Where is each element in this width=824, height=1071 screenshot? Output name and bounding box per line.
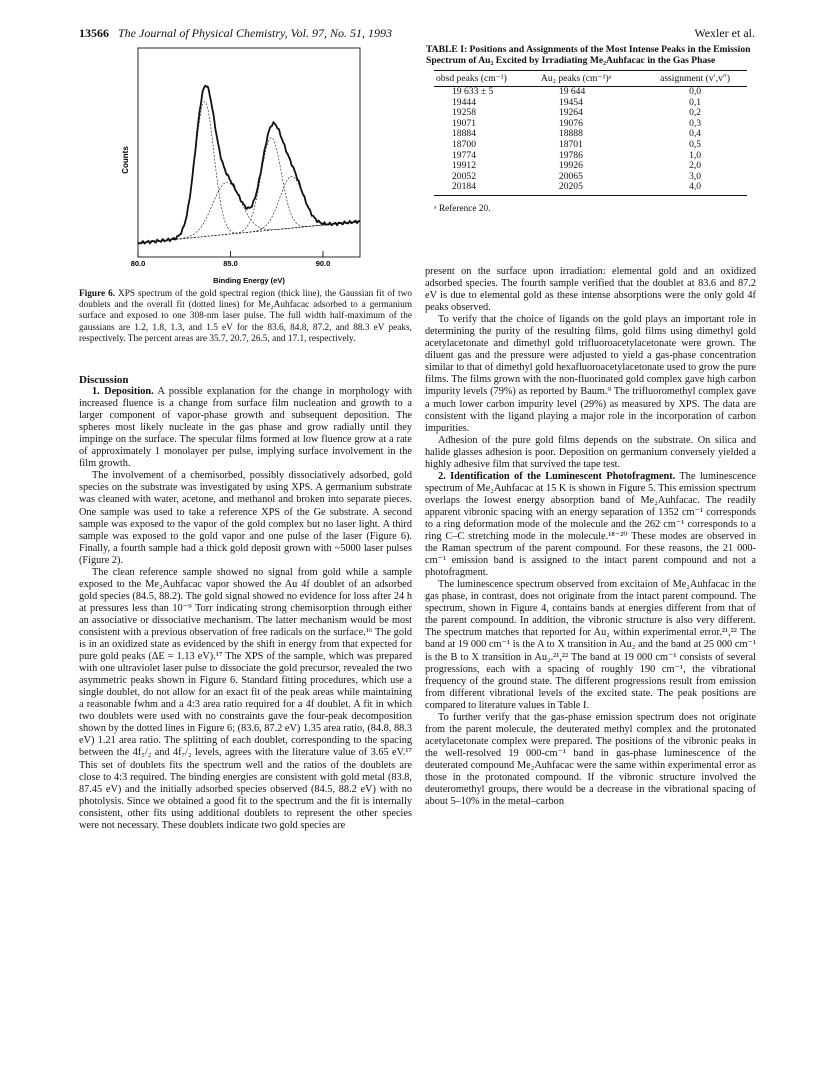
measured-spectrum-line	[138, 86, 360, 244]
cell-assignment: 0,1	[689, 96, 702, 108]
cell-au2-peak: 20065	[558, 170, 583, 182]
spectrum-curves	[138, 85, 360, 243]
cell-obsd-peak: 20184	[434, 182, 539, 195]
cell-obsd-peak: 19444	[452, 96, 476, 108]
paragraph: The luminescence spectrum observed from excitaion of Me₂Auhfacac in the gas phase, in contrast, does not originate from the intact parent compound. The spectrum, shown in Figure 4, contains bands at energies different from that of the parent compound. In addition, the vibronic structure is also very different. The spectrum matches that reported for Au₂ within experimental error.²¹,²² The band at 19 000 cm⁻¹ is the A to X transition in Au₂ and the band at 25 000 cm⁻¹ is the B to X transition in Au₂.²¹,²² The band at 19 000 cm⁻¹ consists of several progressions, each with a spacing of roughly 190 cm⁻¹, the vibrational frequency of the ground state. The different progressions result from emission from different vibrational levels of the excited state. The peak positions are compared to literature values in Table I.	[425, 579, 756, 711]
gaussian-component-1	[138, 102, 360, 243]
cell-au2-peak: 18701	[558, 138, 583, 150]
table-title-text: Positions and Assignments of the Most Intense Peaks in the Emission Spectrum of Au₂ Excited by Irradiating Me₂Auhfacac in the Gas Phase	[426, 44, 751, 66]
cell-assignment: 3,0	[689, 170, 702, 182]
section-heading-discussion: Discussion	[79, 374, 129, 386]
paragraph: Adhesion of the pure gold films depends on the substrate. On silica and halide glasses adhesion is poor. Deposition on germanium conversely yielded a highly adhesive film that survived the tape test.	[425, 434, 756, 470]
paragraph	[79, 386, 412, 470]
cell-au2-peak: 19076	[558, 117, 583, 129]
gaussian-component-2	[138, 182, 360, 243]
y-axis-label: Counts	[121, 146, 130, 174]
cell-assignment: 2,0	[689, 160, 702, 172]
column-header-assignment: assignment (v′,v″)	[643, 71, 747, 87]
cell-assignment: 0,0	[689, 86, 702, 97]
emission-peaks-table	[434, 70, 747, 196]
cell-au2-peak: 19 644	[558, 86, 586, 97]
subsection-title-deposition: 1. Deposition.	[92, 386, 154, 398]
cell-au2-peak: 19264	[558, 107, 583, 119]
right-text-column	[425, 266, 756, 808]
table-header-row	[434, 71, 747, 87]
x-axis-label: Binding Energy (eV)	[213, 276, 285, 285]
cell-obsd-peak: 19 633 ± 5	[452, 86, 494, 97]
paragraph-text: The luminescence spectrum of Me₂Auhfacac at 15 K is shown in Figure 5. This emission spectrum overlaps the lowest energy absorption band of Me₂Auhfacac. The readily apparent vibronic spacing with an energy separation of 1352 cm⁻¹ corresponds to a ring deformation mode of the molecule and the 262 cm⁻¹ corresponds to a ring C–C stretching mode in the molecule.¹⁸⁻²⁰ These modes are observed in the Raman spectrum of the parent compound. For these reasons, the 21 000-cm⁻¹ emission band is assigned to the intact parent compound and not a photofragment.	[425, 470, 756, 579]
paragraph: To further verify that the gas-phase emission spectrum does not originate from the parent molecule, the deuterated methyl complex and the protonated acetylacetonate complex were prepared. The positions of the vibronic peaks in the well-resolved 19 000-cm⁻¹ band in gas-phase luminescence of the deuterated compound Me₂Auhfacac were the same within experimental error as those in the protonated compound. If the vibronic structure involved the deuteromethyl groups, there would be a decrease in the vibrational spacing of about 5–10% in the metal–carbon	[425, 711, 756, 808]
x-tick-label: 85.0	[223, 259, 238, 268]
gaussian-component-4	[138, 176, 360, 243]
table-one	[426, 44, 756, 214]
cell-obsd-peak: 19258	[452, 107, 476, 119]
table-row	[434, 182, 747, 195]
figure-caption-text: XPS spectrum of the gold spectral region (thick line), the Gaussian fit of two doublets and the overall fit (dotted lines) for Me₂Auhfacac adsorbed to a germanium surface and exposed to one 308-nm laser pulse. The full width half-maximum of the gaussians are 1.2, 1.8, 1.3, and 1.5 eV for the 83.6, 84.8, 87.2, and 88.3 eV peaks, respectively. The percent areas are 35.7, 20.7, 26.5, and 17.1, respectively.	[79, 289, 412, 344]
cell-obsd-peak: 20052	[452, 170, 476, 182]
table-footnote: ᵃ Reference 20.	[434, 203, 491, 214]
cell-au2-peak: 19786	[558, 149, 583, 161]
subsection-title-identification: 2. Identification of the Luminescent Photofragment.	[438, 470, 676, 482]
cell-assignment: 0,4	[689, 128, 702, 140]
table-title-prefix: TABLE I:	[426, 44, 468, 55]
cell-assignment: 1,0	[689, 149, 702, 161]
x-tick-label: 90.0	[315, 259, 331, 268]
page-number: 13566	[79, 26, 109, 40]
cell-assignment: 0,3	[689, 117, 702, 129]
plot-frame	[138, 48, 360, 257]
table-title	[426, 44, 756, 66]
cell-au2-peak: 18888	[558, 128, 583, 140]
cell-au2-peak: 19454	[558, 96, 583, 108]
x-axis-ticks	[131, 251, 331, 268]
paragraph: The clean reference sample showed no signal from gold while a sample exposed to the Me₂Auhfacac vapor showed the Au 4f doublet of an adsorbed gold species (84.5, 88.2). The gold signal showed no evidence for loss after 24 h at pressures less than 10⁻⁹ Torr indicating strong chemisorption through either an associative or dissociative mechanism. The latter mechanism would be most consistent with a previous observation of free radicals on the surface.¹⁶ The gold is in an oxidized state as evidenced by the shift in energy from that expected for pure gold peaks (ΔE = 1.13 eV).¹⁷ The XPS of the sample, which was prepared with one ultraviolet laser pulse to dissociate the gold precursor, revealed the two asymmetric peaks shown in Figure 6. Standard fitting procedures, which use a single doublet, do not allow for an exact fit of the peak areas while maintaining a reasonable fwhm and a 4:3 area ratio required for a 4f doublet. A fit in which two doublets were used with no constraints gave the four-peak decomposition shown by the dotted lines in Figure 6; (83.6, 87.2 eV) 1.35 area ratio, (84.8, 88.3 eV) 1.21 area ratio. The splitting of each doublet, corresponding to the spacing between the 4f₅/₂ and 4f₇/₂ levels, agrees with the literature value of 3.65 eV.¹⁷ This set of doublets fits the spectrum well and the ratios of the doublets are close to 4:3 required. The binding energies are consistent with gold metal (83.8, 87.45 eV) and the initially adsorbed species observed (84.5, 88.2 eV) with no photolysis. Since we obtained a good fit to the spectrum and the fit is internally consistent, other fits using additional doublets to represent the other species were not necessary. These doublets indicate two gold species are	[79, 566, 412, 831]
paragraph	[425, 471, 756, 579]
cell-obsd-peak: 18884	[452, 128, 476, 140]
paragraph: The involvement of a chemisorbed, possibly dissociatively adsorbed, gold species on the substrate was investigated by using XPS. A germanium substrate was cleaned with water, acetone, and methanol and broken into separate pieces. One sample was used to take a reference XPS of the Ge substrate. A second sample was exposed to the vapor of the gold complex but no laser light. A third sample was exposed to the gold vapor and one pulse of the laser (Figure 6). Finally, a fourth sample had a thick gold deposit grown with ~5000 laser pulses (Figure 2).	[79, 470, 412, 566]
cell-assignment: 0,2	[689, 107, 702, 119]
cell-assignment: 0,5	[689, 138, 702, 150]
table-row	[434, 87, 747, 98]
author-line: Wexler et al.	[694, 26, 755, 40]
paragraph-text: A possible explanation for the change in morphology with increased fluence is a change from surface film nucleation and growth to a larger component of vapor-phase growth and subsequent deposition. The spheres most likely nucleate in the gas phase and grow radially until they impinge on the surface. The specular films formed at low fluence grow at a rate of approximately 1 monolayer per pulse, implying surface involvement in the film growth.	[79, 386, 412, 470]
x-tick-label: 80.0	[130, 259, 146, 268]
cell-obsd-peak: 19071	[452, 117, 476, 129]
left-text-column	[79, 374, 412, 832]
paragraph: To verify that the choice of ligands on the gold plays an important role in determining the purity of the resulting films, gold films using dimethyl gold acetylacetonate and dimethyl gold trifluoroacetylacetonate were grown. The diluent gas and the pressure were adjusted to yield a gas-phase concentration similar to that of dimethyl gold hexafluoroacetylacetonate used to grow the pure films. The films grown with the non-fluorinated gold complex gave high carbon impurity levels (79%) as reported by Baum.⁹ The trifluoromethyl complex gave a much lower carbon impurity level (29%) as measured by XPS. The data are consistent with the ligand playing a major role in the incorporation of carbon impurities.	[425, 314, 756, 434]
column-header-au2: Au₂ peaks (cm⁻¹)ᵃ	[539, 71, 643, 87]
table-row	[434, 140, 747, 151]
gaussian-component-3	[138, 138, 360, 243]
figure-caption	[79, 289, 412, 345]
cell-obsd-peak: 19912	[452, 160, 476, 172]
cell-au2-peak: 19926	[558, 160, 583, 172]
overall-fit-line	[138, 85, 360, 243]
cell-assignment: 4,0	[643, 182, 747, 195]
paragraph: present on the surface upon irradiation: elemental gold and an oxidized adsorbed species. The fourth sample verified that the doublet at 83.6 and 87.2 eV is due to elemental gold as these intense absorptions were the only gold 4f peaks observed.	[425, 266, 756, 314]
xps-spectrum-figure	[118, 40, 368, 290]
journal-citation: The Journal of Physical Chemistry, Vol. 97, No. 51, 1993	[118, 26, 392, 40]
column-header-obsd: obsd peaks (cm⁻¹)	[434, 71, 539, 87]
cell-obsd-peak: 18700	[452, 138, 476, 150]
cell-au2-peak: 20205	[539, 182, 643, 195]
cell-obsd-peak: 19774	[452, 149, 476, 161]
figure-caption-label: Figure 6.	[79, 289, 116, 299]
